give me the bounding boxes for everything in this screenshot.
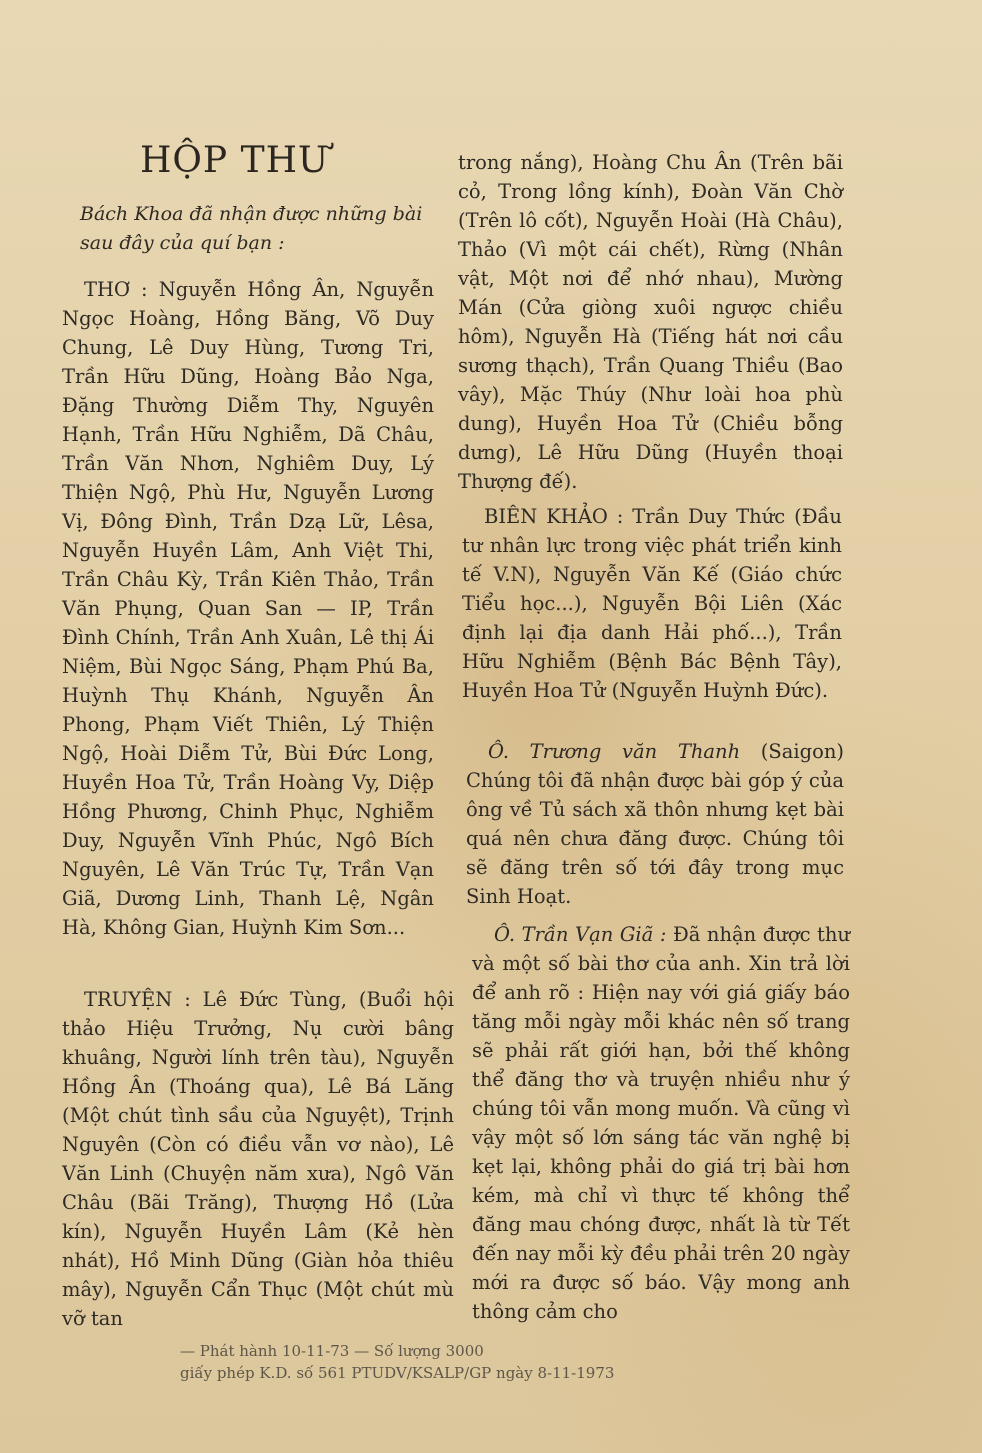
reply-tran-van-gia: [472, 920, 850, 1326]
stories-section: [62, 985, 454, 1333]
stories-continued: trong nắng), Hoàng Chu Ân (Trên bãi cỏ, Trong lồng kính), Đoàn Văn Chờ (Trên lô cốt), Nguyễn Hoài (Hà Châu), Thảo (Vì một cái chết), Rừng (Nhân vật, Một nơi để nhớ nhau), Mường Mán (Cửa giòng xuôi ngược chiều hôm), Nguyễn Hà (Tiếng hát nơi cầu sương thạch), Trần Quang Thiều (Bao vây), Mặc Thúy (Như loài hoa phù dung), Huyền Hoa Tử (Chiều bỗng dưng), Lê Hữu Dũng (Huyền thoại Thượng đế).: [458, 151, 843, 493]
page-title: HỘP THƯ: [140, 140, 330, 181]
reply-recipient-name: Ô. Trương văn Thanh: [488, 740, 741, 763]
reply-truong-van-thanh: [466, 737, 844, 911]
stories-list: Lê Đức Tùng, (Buổi hội thảo Hiệu Trưởng, Nụ cười bâng khuâng, Người lính trên tàu), Nguyễn Hồng Ân (Thoáng qua), Lê Bá Lăng (Một chút tình sầu của Nguyệt), Trịnh Nguyên (Còn có điều vẫn vơ nào), Lê Văn Linh (Chuyện năm xưa), Ngô Văn Châu (Bãi Trăng), Thượng Hồ (Lửa kín), Nguyễn Huyền Lâm (Kẻ hèn nhát), Hồ Minh Dũng (Giàn hỏa thiêu mây), Nguyễn Cẩn Thục (Một chút mù vỡ tan: [62, 988, 454, 1330]
stories-label: TRUYỆN :: [84, 988, 191, 1011]
research-list: Trần Duy Thức (Đầu tư nhân lực trong việc phát triển kinh tế V.N), Nguyễn Văn Kế (Giáo chức Tiểu học...), Nguyễn Bội Liên (Xác định lại địa danh Hải phố...), Trần Hữu Nghiễm (Bệnh Bác Bệnh Tây), Huyền Hoa Tử (Nguyễn Huỳnh Đức).: [462, 505, 842, 702]
reply-text: Đã nhận được thư và một số bài thơ của anh. Xin trả lời để anh rõ : Hiện nay với giá giấy báo tăng mỗi ngày mỗi khác nên số trang sẽ phải rất giới hạn, bởi thế không thể đăng thơ và truyện nhiều như ý chúng tôi vẫn mong muốn. Và cũng vì vậy một số lớn sáng tác văn nghệ bị kẹt lại, không phải do giá trị bài hơn kém, mà chỉ vì thực tế không thể đăng mau chóng được, nhất là từ Tết đến nay mỗi kỳ đều phải trên 20 ngày mới ra được số báo. Vậy mong anh thông cảm cho: [472, 923, 851, 1323]
poetry-section: [62, 275, 434, 942]
research-section: [462, 502, 842, 705]
reply-text: Chúng tôi đã nhận được bài góp ý của ông về Tủ sách xã thôn nhưng kẹt bài quá nên chưa đăng được. Chúng tôi sẽ đăng trên số tới đây trong mục Sinh Hoạt.: [466, 769, 844, 908]
footer-license-line: giấy phép K.D. số 561 PTUDV/KSALP/GP ngày 8-11-1973: [180, 1364, 615, 1382]
poetry-list: Nguyễn Hồng Ân, Nguyễn Ngọc Hoàng, Hồng Băng, Võ Duy Chung, Lê Duy Hùng, Tương Tri, Trần Hữu Dũng, Hoàng Bảo Nga, Đặng Thường Diễm Thy, Nguyên Hạnh, Trần Hữu Nghiễm, Dã Châu, Trần Văn Nhơn, Nghiêm Duy, Lý Thiện Ngộ, Phù Hư, Nguyễn Lương Vị, Đông Đình, Trần Dzạ Lữ, Lêsa, Nguyễn Huyền Lâm, Anh Việt Thi, Trần Châu Kỳ, Trần Kiên Thảo, Trần Văn Phụng, Quan San — IP, Trần Đình Chính, Trần Anh Xuân, Lê thị Ái Niệm, Bùi Ngọc Sáng, Phạm Phú Ba, Huỳnh Thụ Khánh, Nguyễn Ân Phong, Phạm Viết Thiên, Lý Thiện Ngộ, Hoài Diễm Tử, Bùi Đức Long, Huyền Hoa Tử, Trần Hoàng Vy, Diệp Hồng Phương, Chinh Phục, Nghiễm Duy, Nguyễn Vĩnh Phúc, Ngô Bích Nguyên, Lê Văn Trúc Tự, Trần Vạn Giã, Dương Linh, Thanh Lệ, Ngân Hà, Không Gian, Huỳnh Kim Sơn...: [62, 278, 435, 939]
publication-footer: [180, 1340, 780, 1384]
reply-recipient-name: Ô. Trần Vạn Giã :: [494, 923, 667, 946]
poetry-label: THƠ :: [84, 278, 148, 301]
intro-text: Bách Khoa đã nhận được những bài sau đây của quí bạn :: [80, 203, 423, 254]
footer-release-line: — Phát hành 10-11-73 — Số lượng 3000: [180, 1342, 484, 1360]
reply-recipient-place: (Saigon): [760, 740, 844, 763]
research-label: BIÊN KHẢO :: [484, 505, 624, 528]
